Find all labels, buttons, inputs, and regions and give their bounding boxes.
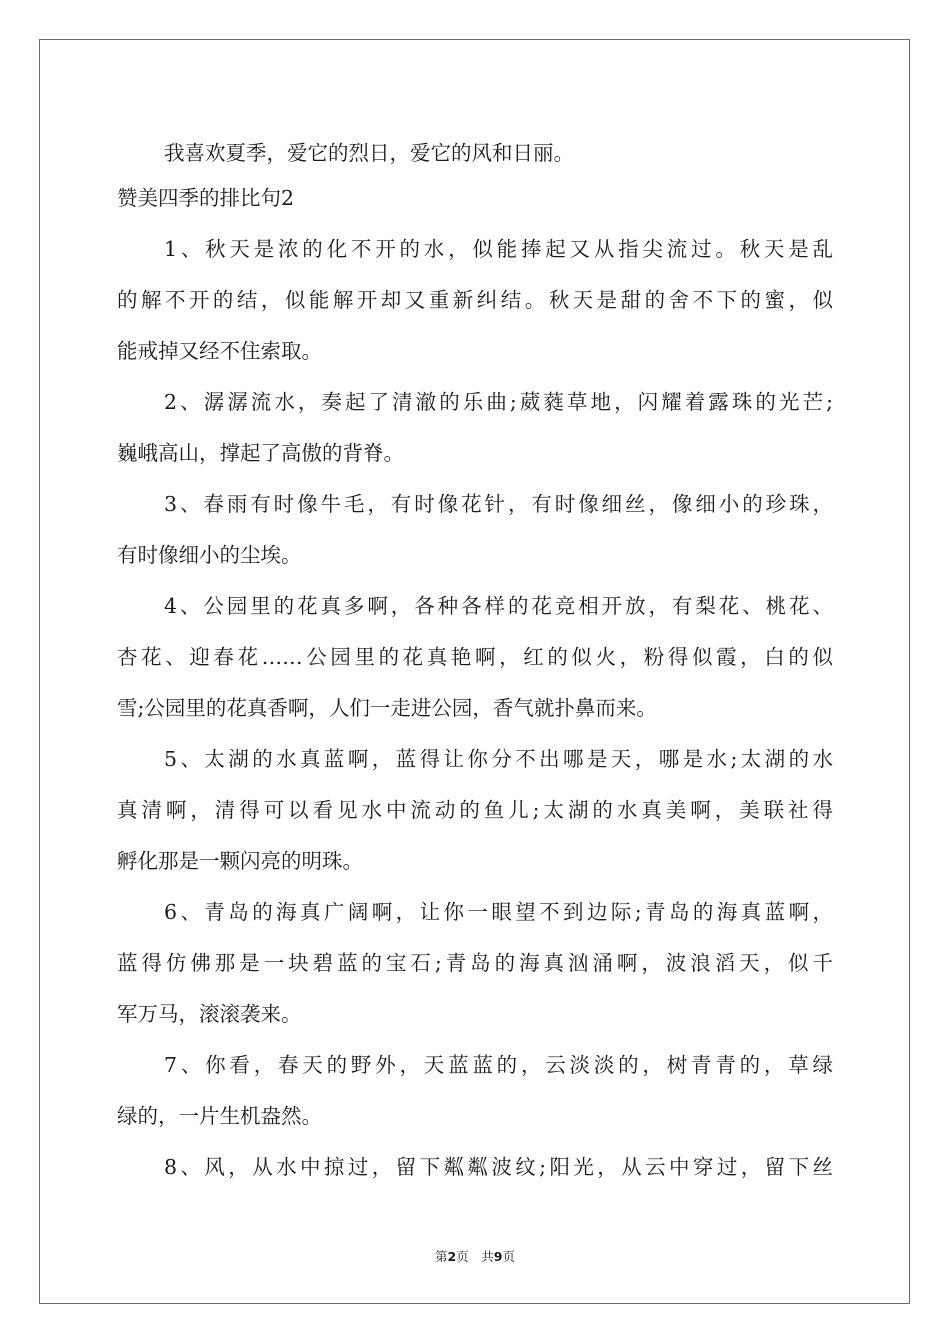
footer-page-number: 2 (447, 1249, 457, 1264)
paragraph-line: 8、风，从水中掠过，留下粼粼波纹;阳光，从云中穿过，留下丝 (164, 1155, 833, 1179)
paragraph-line: 雪;公园里的花真香啊，人们一走进公园，香气就扑鼻而来。 (117, 696, 657, 720)
paragraph-line: 4、公园里的花真多啊，各种各样的花竞相开放，有梨花、桃花、 (164, 594, 833, 618)
section-heading: 赞美四季的排比句2 (117, 186, 295, 210)
paragraph-line: 2、潺潺流水，奏起了清澈的乐曲;葳蕤草地，闪耀着露珠的光芒; (164, 390, 833, 414)
paragraph-line: 军万马，滚滚袭来。 (117, 1002, 302, 1026)
paragraph-line: 7、你看，春天的野外，天蓝蓝的，云淡淡的，树青青的，草绿 (164, 1053, 833, 1077)
paragraph-line: 真清啊，清得可以看见水中流动的鱼儿;太湖的水真美啊，美联社得 (117, 798, 833, 822)
paragraph-line: 能戒掉又经不住索取。 (117, 339, 322, 363)
paragraph-line: 5、太湖的水真蓝啊，蓝得让你分不出哪是天，哪是水;太湖的水 (164, 747, 833, 771)
paragraph-line: 3、春雨有时像牛毛，有时像花针，有时像细丝，像细小的珍珠， (164, 492, 833, 516)
footer-mid: 页 共 (456, 1249, 494, 1264)
paragraph-line: 1、秋天是浓的化不开的水，似能捧起又从指尖流过。秋天是乱 (164, 237, 833, 261)
footer-total-pages: 9 (493, 1249, 503, 1264)
paragraph-line: 杏花、迎春花……公园里的花真艳啊，红的似火，粉得似霞，白的似 (117, 645, 833, 669)
paragraph-line: 有时像细小的尘埃。 (117, 543, 302, 567)
page-footer (0, 1247, 950, 1265)
footer-suffix: 页 (502, 1249, 515, 1264)
paragraph-line: 6、青岛的海真广阔啊，让你一眼望不到边际;青岛的海真蓝啊， (164, 900, 833, 924)
paragraph-line: 巍峨高山，撑起了高傲的背脊。 (117, 441, 404, 465)
paragraph-line: 蓝得仿佛那是一块碧蓝的宝石;青岛的海真汹涌啊，波浪滔天，似千 (117, 951, 833, 975)
paragraph-line: 绿的，一片生机盎然。 (117, 1104, 322, 1128)
paragraph-line: 孵化那是一颗闪亮的明珠。 (117, 849, 363, 873)
document-body (117, 128, 833, 1193)
paragraph-line: 的解不开的结，似能解开却又重新纠结。秋天是甜的舍不下的蜜，似 (117, 288, 833, 312)
paragraph-line: 我喜欢夏季，爱它的烈日，爱它的风和日丽。 (164, 141, 574, 165)
footer-prefix: 第 (435, 1249, 448, 1264)
